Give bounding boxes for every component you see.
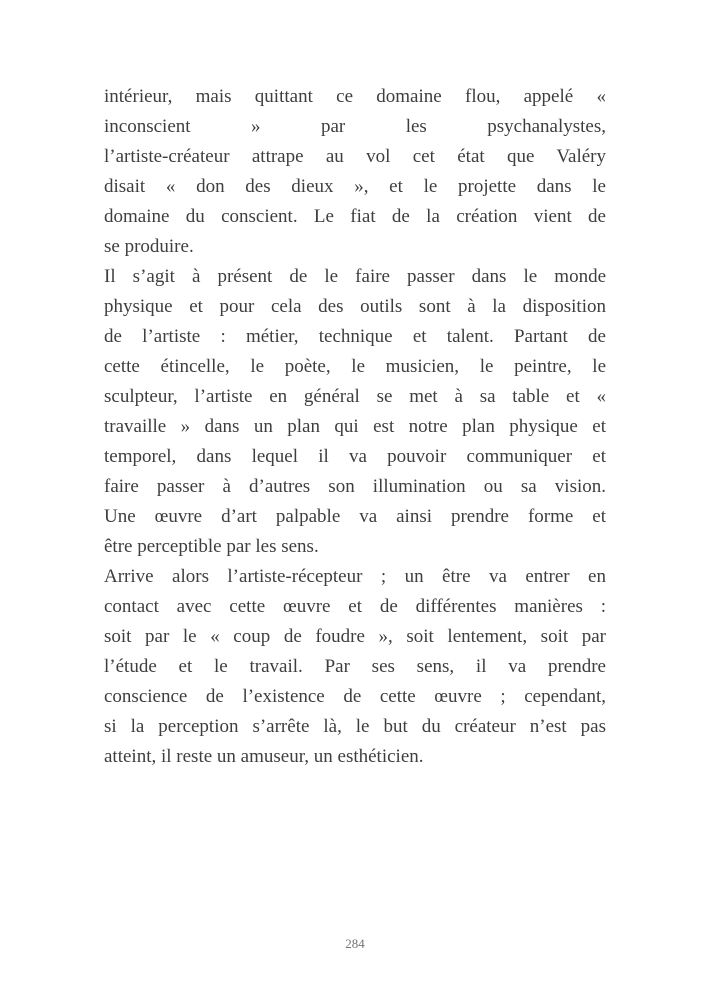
text-line: conscience de l’existence de cette œuvre ; cependant,	[104, 686, 606, 707]
text-line: se produire.	[104, 236, 194, 257]
paragraph	[104, 562, 606, 772]
text-line: si la perception s’arrête là, le but du créateur n’est pas	[104, 716, 606, 737]
text-line: cette étincelle, le poète, le musicien, le peintre, le	[104, 356, 606, 377]
text-line: Une œuvre d’art palpable va ainsi prendre forme et	[104, 506, 606, 527]
text-line: Arrive alors l’artiste-récepteur ; un être va entrer en	[104, 566, 606, 587]
text-line: l’artiste-créateur attrape au vol cet état que Valéry	[104, 146, 606, 167]
text-line: domaine du conscient. Le fiat de la création vient de	[104, 206, 606, 227]
paragraph	[104, 262, 606, 562]
text-line: Il s’agit à présent de le faire passer dans le monde	[104, 266, 606, 287]
page-number: 284	[345, 936, 365, 951]
text-line: de l’artiste : métier, technique et talent. Partant de	[104, 326, 606, 347]
text-line: physique et pour cela des outils sont à la disposition	[104, 296, 606, 317]
text-line: sculpteur, l’artiste en général se met à sa table et «	[104, 386, 606, 407]
text-line: travaille » dans un plan qui est notre plan physique et	[104, 416, 606, 437]
text-line: être perceptible par les sens.	[104, 536, 319, 557]
paragraph	[104, 82, 606, 262]
text-line: intérieur, mais quittant ce domaine flou, appelé «	[104, 86, 606, 107]
text-line: l’étude et le travail. Par ses sens, il va prendre	[104, 656, 606, 677]
text-line: temporel, dans lequel il va pouvoir communiquer et	[104, 446, 606, 467]
text-line: soit par le « coup de foudre », soit lentement, soit par	[104, 626, 606, 647]
body-text	[104, 82, 606, 772]
text-line: faire passer à d’autres son illumination ou sa vision.	[104, 476, 606, 497]
text-line: atteint, il reste un amuseur, un esthéticien.	[104, 746, 424, 767]
text-line: inconscient » par les psychanalystes,	[104, 116, 606, 137]
text-line: contact avec cette œuvre et de différentes manières :	[104, 596, 606, 617]
text-line: disait « don des dieux », et le projette dans le	[104, 176, 606, 197]
